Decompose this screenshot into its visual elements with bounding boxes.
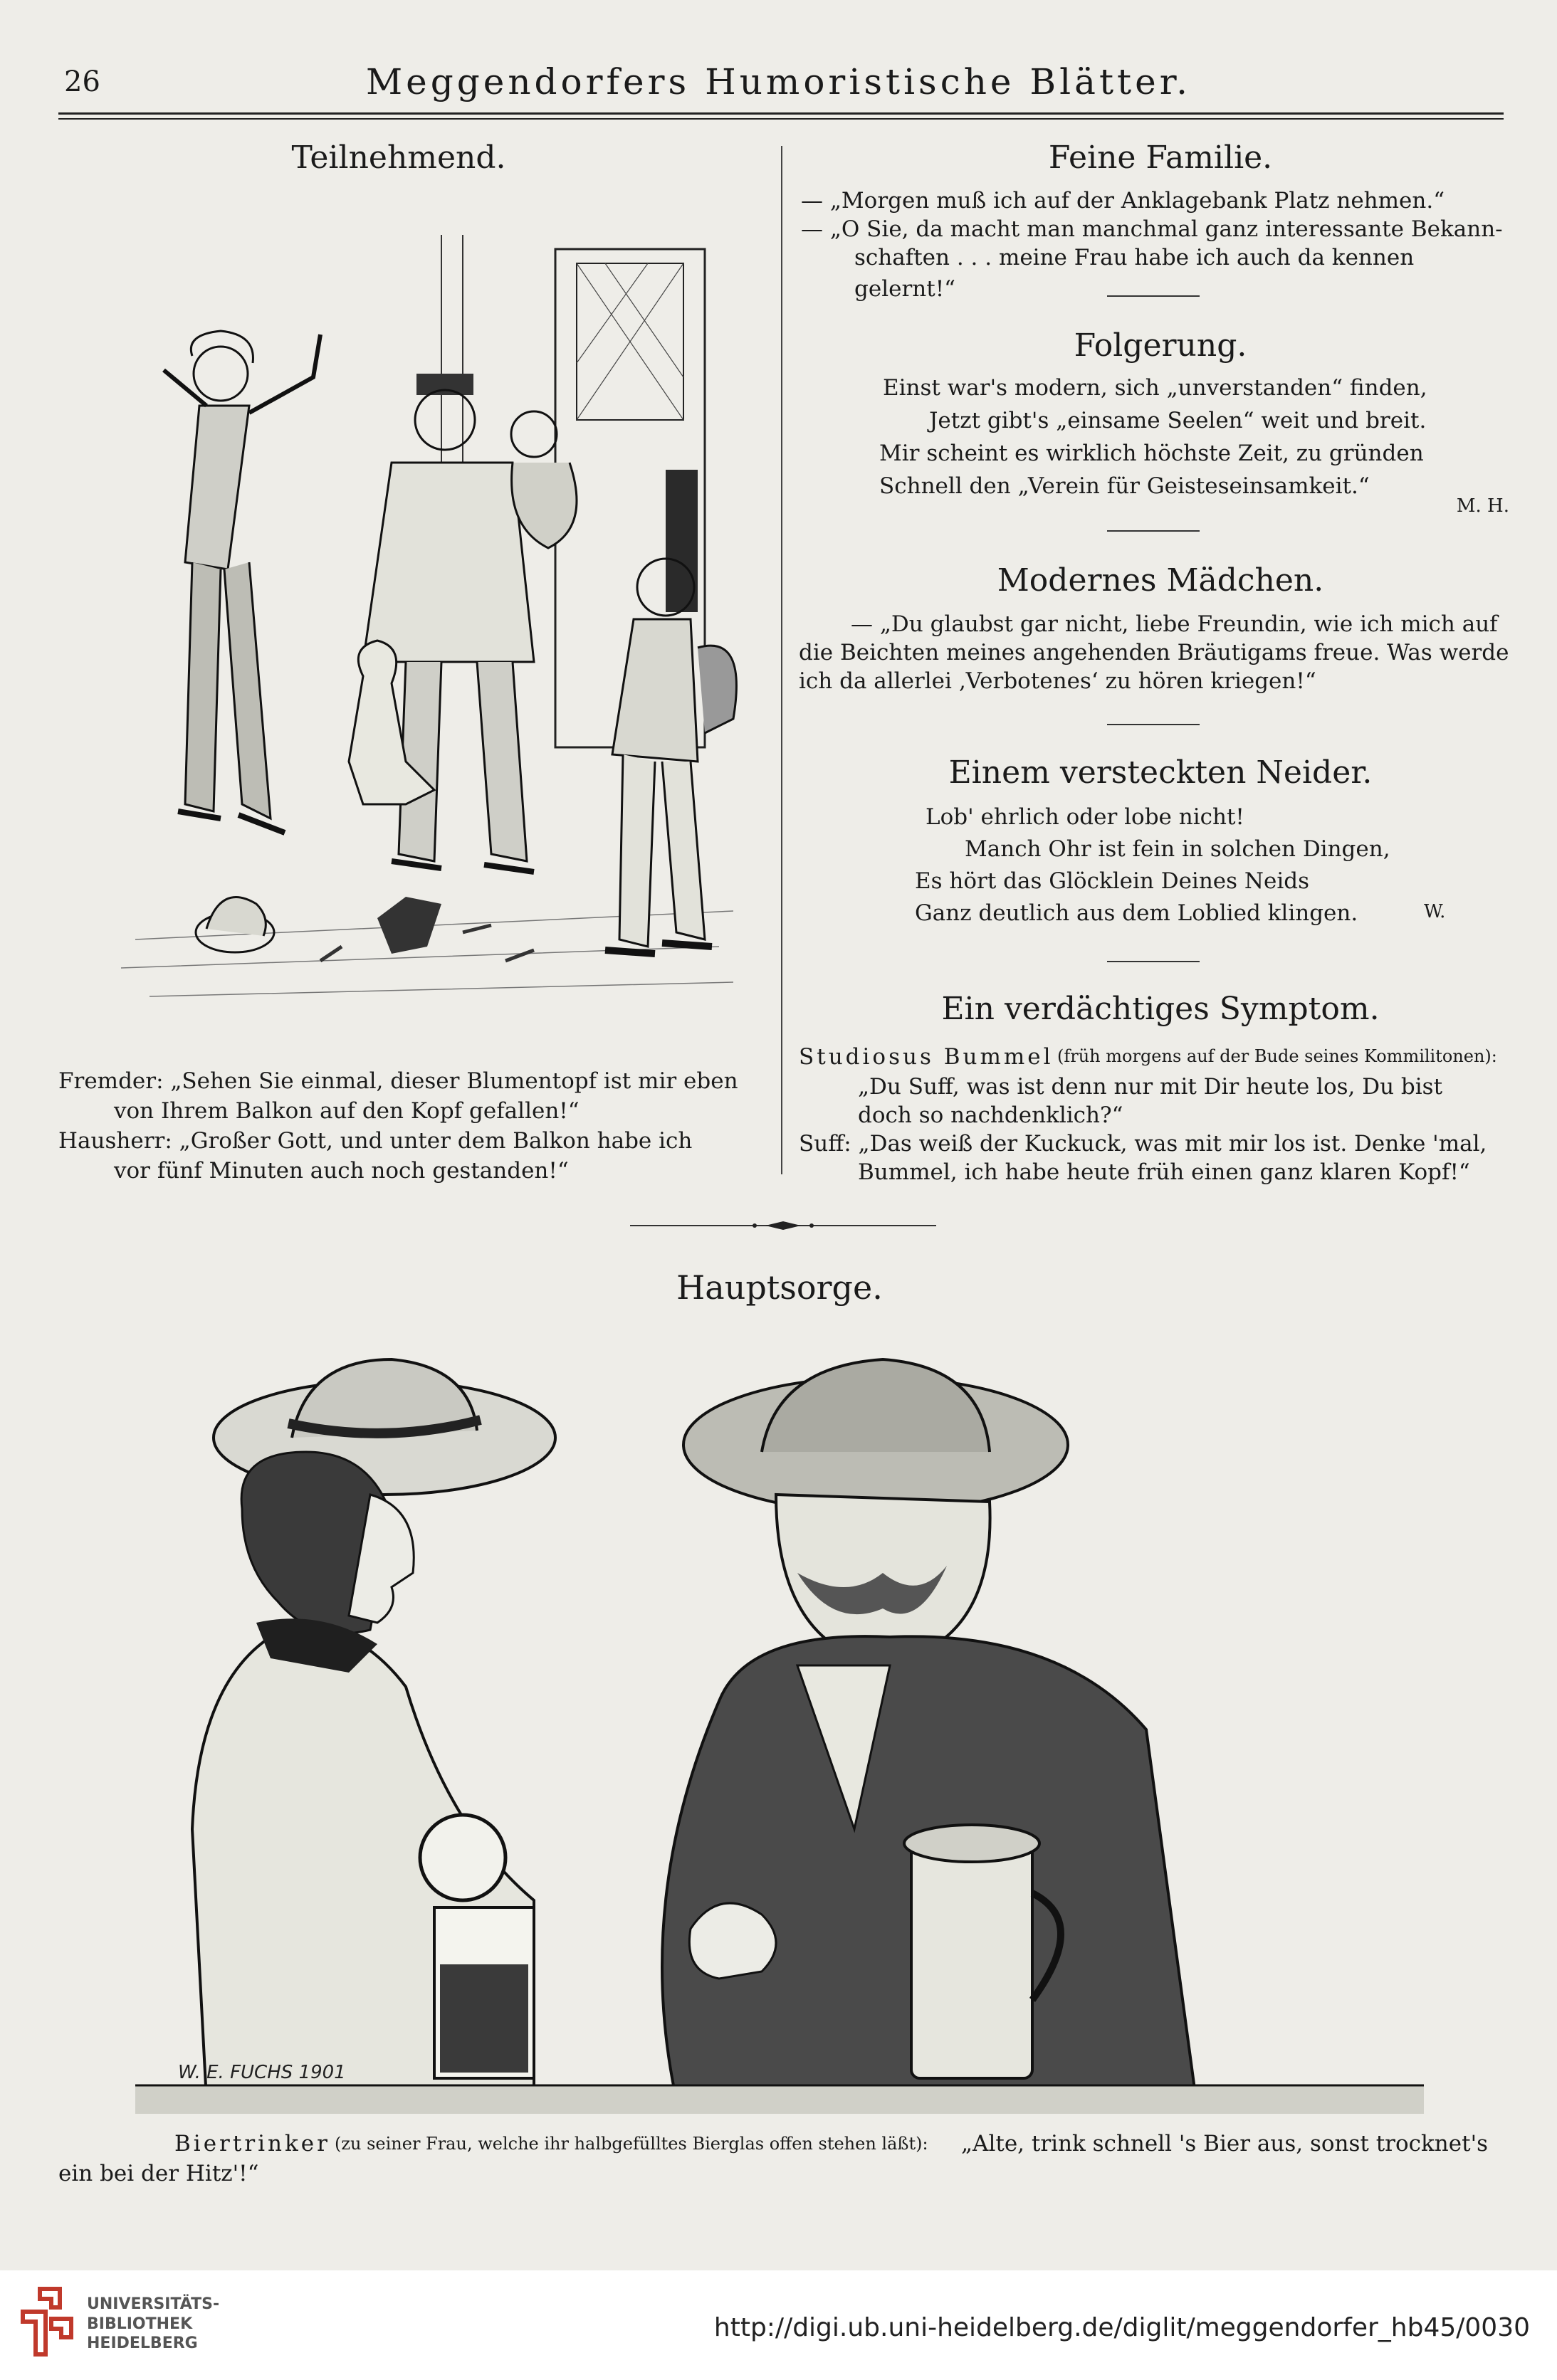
section-title: Feine Familie. bbox=[1048, 139, 1273, 176]
poem-line: Es hört das Glöcklein Deines Neids bbox=[915, 868, 1310, 894]
section-title: Ein verdächtiges Symptom. bbox=[941, 991, 1380, 1027]
running-title: Meggendorfers Humoristische Blätter. bbox=[365, 61, 1192, 102]
cartoon-title-teilnehmend: Teilnehmend. bbox=[291, 139, 506, 176]
page-number: 26 bbox=[64, 65, 100, 98]
section-title: Einem versteckten Neider. bbox=[948, 754, 1373, 791]
text-line: doch so nachdenklich?“ bbox=[858, 1102, 1123, 1128]
cartoon-illustration-beer-drinkers bbox=[135, 1331, 1424, 2114]
text-line: — „Morgen muß ich auf der Anklagebank Platz nehmen.“ bbox=[801, 188, 1445, 214]
caption-quote-continued: ein bei der Hitz'!“ bbox=[58, 2161, 259, 2186]
library-logo-icon bbox=[19, 2283, 75, 2363]
section-title: Modernes Mädchen. bbox=[997, 562, 1324, 599]
signature: M. H. bbox=[1456, 495, 1509, 517]
poem-line: Schnell den „Verein für Geisteseinsamkeit.“ bbox=[879, 473, 1370, 499]
caption-stage-direction: (zu seiner Frau, welche ihr halbgefülltes Bierglas offen stehen läßt): bbox=[335, 2134, 928, 2154]
caption-line: von Ihrem Balkon auf den Kopf gefallen!“ bbox=[114, 1098, 580, 1124]
section-rule bbox=[1107, 724, 1200, 725]
text-line: — „Du glaubst gar nicht, liebe Freundin, wie ich mich auf bbox=[851, 611, 1498, 637]
caption-line: Hausherr: „Großer Gott, und unter dem Balkon habe ich bbox=[58, 1128, 693, 1154]
poem-line: Einst war's modern, sich „unverstanden“ finden, bbox=[883, 375, 1427, 401]
cartoon-title-hauptsorge: Hauptsorge. bbox=[676, 1268, 883, 1307]
poem-line: Jetzt gibt's „einsame Seelen“ weit und breit. bbox=[929, 408, 1427, 433]
library-name-line: BIBLIOTHEK bbox=[87, 2315, 193, 2333]
poem-line: Lob' ehrlich oder lobe nicht! bbox=[926, 804, 1244, 830]
speaker-name: Studiosus Bummel bbox=[799, 1044, 1054, 1070]
text-line: ich da allerlei ‚Verbotenes‘ zu hören kriegen!“ bbox=[799, 668, 1316, 694]
caption-line: vor fünf Minuten auch noch gestanden!“ bbox=[114, 1158, 569, 1184]
library-name bbox=[87, 2295, 219, 2354]
text-line: Bummel, ich habe heute früh einen ganz klaren Kopf!“ bbox=[858, 1159, 1470, 1185]
artist-signature: W. E. FUCHS 1901 bbox=[178, 2062, 346, 2083]
caption-line: Fremder: „Sehen Sie einmal, dieser Blumentopf ist mir eben bbox=[58, 1068, 738, 1094]
poem-line: Manch Ohr ist fein in solchen Dingen, bbox=[965, 836, 1390, 862]
library-name-line: UNIVERSITÄTS- bbox=[87, 2295, 220, 2313]
text-line: „Du Suff, was ist denn nur mit Dir heute los, Du bist bbox=[858, 1074, 1443, 1100]
caption-quote: „Alte, trink schnell 's Bier aus, sonst trocknet's bbox=[961, 2131, 1489, 2157]
header-rule bbox=[58, 112, 1504, 115]
header-rule-thin bbox=[58, 118, 1504, 120]
source-url-link[interactable]: http://digi.ub.uni-heidelberg.de/diglit/meggendorfer_hb45/0030 bbox=[713, 2313, 1530, 2342]
section-title: Folgerung. bbox=[1074, 327, 1247, 364]
signature: W. bbox=[1424, 901, 1446, 922]
column-divider bbox=[781, 146, 782, 1174]
stage-direction: (früh morgens auf der Bude seines Kommilitonen): bbox=[1057, 1046, 1497, 1066]
text-line: Suff: „Das weiß der Kuckuck, was mit mir los ist. Denke 'mal, bbox=[799, 1131, 1487, 1157]
text-line: — „O Sie, da macht man manchmal ganz interessante Bekann- bbox=[801, 216, 1503, 242]
library-name-line: HEIDELBERG bbox=[87, 2334, 198, 2352]
section-rule bbox=[1107, 295, 1200, 297]
text-line: schaften . . . meine Frau habe ich auch da kennen gelernt!“ bbox=[854, 245, 1415, 302]
caption-speaker: Biertrinker bbox=[174, 2131, 330, 2157]
section-rule bbox=[1107, 530, 1200, 532]
text-line: die Beichten meines angehenden Bräutigams freue. Was werde bbox=[799, 640, 1509, 665]
poem-line: Ganz deutlich aus dem Loblied klingen. bbox=[915, 900, 1358, 926]
poem-line: Mir scheint es wirklich höchste Zeit, zu gründen bbox=[879, 441, 1424, 466]
cartoon-illustration-street-scene bbox=[107, 192, 748, 1032]
ornamental-divider bbox=[630, 1220, 936, 1230]
section-rule bbox=[1107, 961, 1200, 962]
